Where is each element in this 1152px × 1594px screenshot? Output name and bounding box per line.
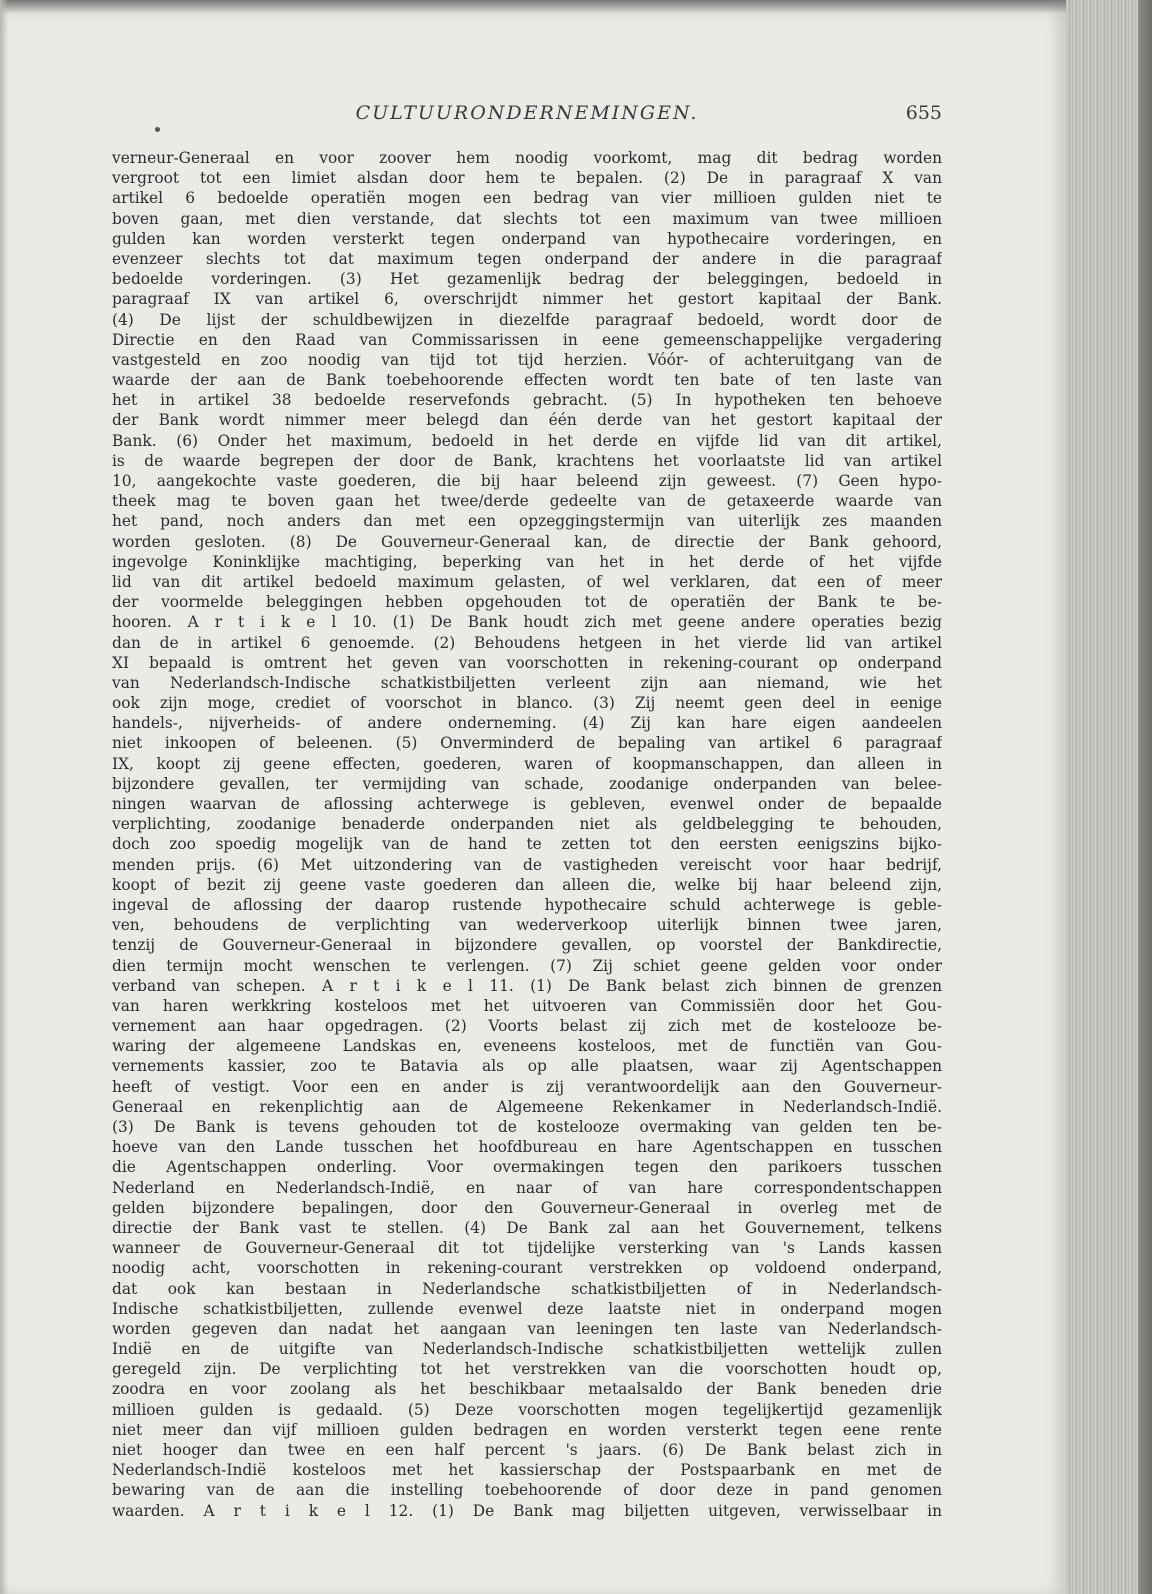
text-line: zoodra en voor zoolang als het beschikbaar metaalsaldo der Bank beneden drie bbox=[112, 1380, 942, 1399]
text-line: tenzij de Gouverneur-Generaal in bijzondere gevallen, op voorstel der Bankdirectie, bbox=[112, 936, 942, 955]
text-line: waarden. A r t i k e l 12. (1) De Bank mag biljetten uitgeven, verwisselbaar in bbox=[112, 1501, 942, 1520]
text-line: boven gaan, met dien verstande, dat slechts tot een maximum van twee millioen bbox=[112, 209, 942, 228]
left-shadow bbox=[0, 0, 8, 1594]
text-line: niet meer dan vijf millioen gulden bedragen en worden versterkt tegen eene rente bbox=[112, 1420, 942, 1439]
text-line: bewaring van de aan die instelling toebehoorende of door deze in pand genomen bbox=[112, 1481, 942, 1500]
text-line: IX, koopt zij geene effecten, goederen, waren of koopmanschappen, dan alleen in bbox=[112, 754, 942, 773]
text-line: Nederlandsch-Indië kosteloos met het kassierschap der Postspaarbank en met de bbox=[112, 1461, 942, 1480]
text-line: lid van dit artikel bedoeld maximum gelasten, of wel verklaren, dat een of meer bbox=[112, 572, 942, 591]
text-line: ingeval de aflossing der daarop rustende hypothecaire schuld achterwege is geble- bbox=[112, 895, 942, 914]
text-line: niet inkoopen of beleenen. (5) Onverminderd de bepaling van artikel 6 paragraaf bbox=[112, 734, 942, 753]
text-line: evenzeer slechts tot dat maximum tegen onderpand der andere in die paragraaf bbox=[112, 249, 942, 268]
text-line: koopt of bezit zij geene vaste goederen dan alleen die, welke bij haar beleend zijn, bbox=[112, 875, 942, 894]
text-line: ven, behoudens de verplichting van wederverkoop uiterlijk binnen twee jaren, bbox=[112, 916, 942, 935]
text-line: dat ook kan bestaan in Nederlandsche schatkistbiljetten of in Nederlandsch- bbox=[112, 1279, 942, 1298]
text-line: waring der algemeene Landskas en, eveneens kosteloos, met de functiën van Gou- bbox=[112, 1037, 942, 1056]
text-line: die Agentschappen onderling. Voor overmakingen tegen den parikoers tusschen bbox=[112, 1158, 942, 1177]
text-line: wanneer de Gouverneur-Generaal dit tot tijdelijke versterking van 's Lands kassen bbox=[112, 1239, 942, 1258]
text-line: van Nederlandsch-Indische schatkistbiljetten verleent zijn aan niemand, wie het bbox=[112, 673, 942, 692]
text-line: vastgesteld en zoo noodig van tijd tot tijd herzien. Vóór- of achteruitgang van de bbox=[112, 350, 942, 369]
text-line: gelden bijzondere bepalingen, door den Gouverneur-Generaal in overleg met de bbox=[112, 1198, 942, 1217]
text-line: van haren werkkring kosteloos met het uitvoeren van Commissiën door het Gou- bbox=[112, 996, 942, 1015]
text-line: hooren. A r t i k e l 10. (1) De Bank houdt zich met geene andere operaties bezig bbox=[112, 613, 942, 632]
text-line: Directie en den Raad van Commissarissen in eene gemeenschappelijke vergadering bbox=[112, 330, 942, 349]
book-cover-edge bbox=[1138, 0, 1152, 1594]
text-line: dan de in artikel 6 genoemde. (2) Behoudens hetgeen in het vierde lid van artikel bbox=[112, 633, 942, 652]
text-line: doch zoo spoedig mogelijk van de hand te zetten tot den eersten eenigszins bijko- bbox=[112, 835, 942, 854]
text-line: Indische schatkistbiljetten, zullende evenwel deze laatste niet in onderpand mogen bbox=[112, 1299, 942, 1318]
page-number: 655 bbox=[905, 102, 942, 124]
text-line: verneur-Generaal en voor zoover hem noodig voorkomt, mag dit bedrag worden bbox=[112, 149, 942, 167]
text-line: is de waarde begrepen der door de Bank, krachtens het voorlaatste lid van artikel bbox=[112, 451, 942, 470]
text-line: geregeld zijn. De verplichting tot het verstrekken van die voorschotten houdt op, bbox=[112, 1360, 942, 1379]
text-line: paragraaf IX van artikel 6, overschrijdt nimmer het gestort kapitaal der Bank. bbox=[112, 290, 942, 309]
text-line: bedoelde vorderingen. (3) Het gezamenlijk bedrag der beleggingen, bedoeld in bbox=[112, 270, 942, 289]
text-line: verplichting, zoodanige benaderde onderpanden niet als geldbelegging te behouden, bbox=[112, 815, 942, 834]
text-line: ingevolge Koninklijke machtiging, beperking van het in het derde of het vijfde bbox=[112, 552, 942, 571]
text-line: Generaal en rekenplichtig aan de Algemeene Rekenkamer in Nederlandsch-Indië. bbox=[112, 1097, 942, 1116]
text-line: menden prijs. (6) Met uitzondering van de vastigheden vereischt voor haar bedrijf, bbox=[112, 855, 942, 874]
text-line: theek mag te boven gaan het twee/derde gedeelte van de getaxeerde waarde van bbox=[112, 492, 942, 511]
text-line: (4) De lijst der schuldbewijzen in diezelfde paragraaf bedoeld, wordt door de bbox=[112, 310, 942, 329]
text-line: worden gegeven dan nadat het aangaan van leeningen ten laste van Nederlandsch- bbox=[112, 1319, 942, 1338]
text-line: der Bank wordt nimmer meer belegd dan één derde van het gestort kapitaal der bbox=[112, 411, 942, 430]
text-line: Indië en de uitgifte van Nederlandsch-Indische schatkistbiljetten wettelijk zullen bbox=[112, 1340, 942, 1359]
ink-speck bbox=[155, 127, 160, 132]
text-line: worden gesloten. (8) De Gouverneur-Generaal kan, de directie der Bank gehoord, bbox=[112, 532, 942, 551]
text-line: het in artikel 38 bedoelde reservefonds gebracht. (5) In hypotheken ten behoeve bbox=[112, 391, 942, 410]
text-line: 10, aangekochte vaste goederen, die bij haar beleend zijn geweest. (7) Geen hypo- bbox=[112, 472, 942, 490]
text-line: XI bepaald is omtrent het geven van voorschotten in rekening-courant op onderpand bbox=[112, 653, 942, 672]
text-line: ningen waarvan de aflossing achterwege is gebleven, evenwel onder de bepaalde bbox=[112, 795, 942, 813]
text-line: gulden kan worden versterkt tegen onderpand van hypothecaire vorderingen, en bbox=[112, 229, 942, 248]
text-line: vernement aan haar opgedragen. (2) Voorts belast zij zich met de kostelooze be- bbox=[112, 1017, 942, 1036]
text-line: directie der Bank vast te stellen. (4) De Bank zal aan het Gouvernement, telkens bbox=[112, 1218, 942, 1237]
text-line: hoeve van den Lande tusschen het hoofdbureau en hare Agentschappen en tusschen bbox=[112, 1138, 942, 1157]
text-line: waarde der aan de Bank toebehoorende effecten wordt ten bate of ten laste van bbox=[112, 371, 942, 390]
text-line: Nederland en Nederlandsch-Indië, en naar of van hare correspondentschappen bbox=[112, 1178, 942, 1197]
text-line: bijzondere gevallen, ter vermijding van schade, zoodanige onderpanden van beleе- bbox=[112, 774, 942, 793]
text-line: niet hooger dan twee en een half percent 's jaars. (6) De Bank belast zich in bbox=[112, 1441, 942, 1459]
text-line: het pand, noch anders dan met een opzeggingstermijn van uiterlijk zes maanden bbox=[112, 512, 942, 531]
text-line: Bank. (6) Onder het maximum, bedoeld in het derde en vijfde lid van dit artikel, bbox=[112, 431, 942, 450]
text-line: ook zijn moge, crediet of voorschot in blanco. (3) Zij neemt geen deel in eenige bbox=[112, 694, 942, 713]
top-shadow bbox=[0, 0, 1152, 14]
page-header bbox=[112, 96, 942, 126]
text-line: vernements kassier, zoo te Batavia als op alle plaatsen, waar zij Agentschappen bbox=[112, 1057, 942, 1076]
text-line: (3) De Bank is tevens gehouden tot de kostelooze overmaking van gelden ten be- bbox=[112, 1118, 942, 1136]
text-line: der voormelde beleggingen hebben opgehouden tot de operatiën der Bank te be- bbox=[112, 593, 942, 612]
text-line: noodig acht, voorschotten in rekening-courant verstrekken op voldoend onderpand, bbox=[112, 1259, 942, 1278]
running-title: CULTUURONDERNEMINGEN. bbox=[355, 102, 699, 124]
text-line: dien termijn mocht wenschen te verlengen. (7) Zij schiet geene gelden voor onder bbox=[112, 956, 942, 975]
text-line: handels-, nijverheids- of andere onderneming. (4) Zij kan hare eigen aandeelen bbox=[112, 714, 942, 733]
text-line: vergroot tot een limiet alsdan door hem te bepalen. (2) De in paragraaf X van bbox=[112, 169, 942, 188]
text-line: artikel 6 bedoelde operatiën mogen een bedrag van vier millioen gulden niet te bbox=[112, 189, 942, 208]
text-line: verband van schepen. A r t i k e l 11. (1) De Bank belast zich binnen de grenzen bbox=[112, 976, 942, 995]
body-text bbox=[112, 148, 942, 1521]
text-line: millioen gulden is gedaald. (5) Deze voorschotten mogen tegelijkertijd gezamenlijk bbox=[112, 1400, 942, 1419]
text-line: heeft of vestigt. Voor een en ander is zij verantwoordelijk aan den Gouverneur- bbox=[112, 1077, 942, 1096]
